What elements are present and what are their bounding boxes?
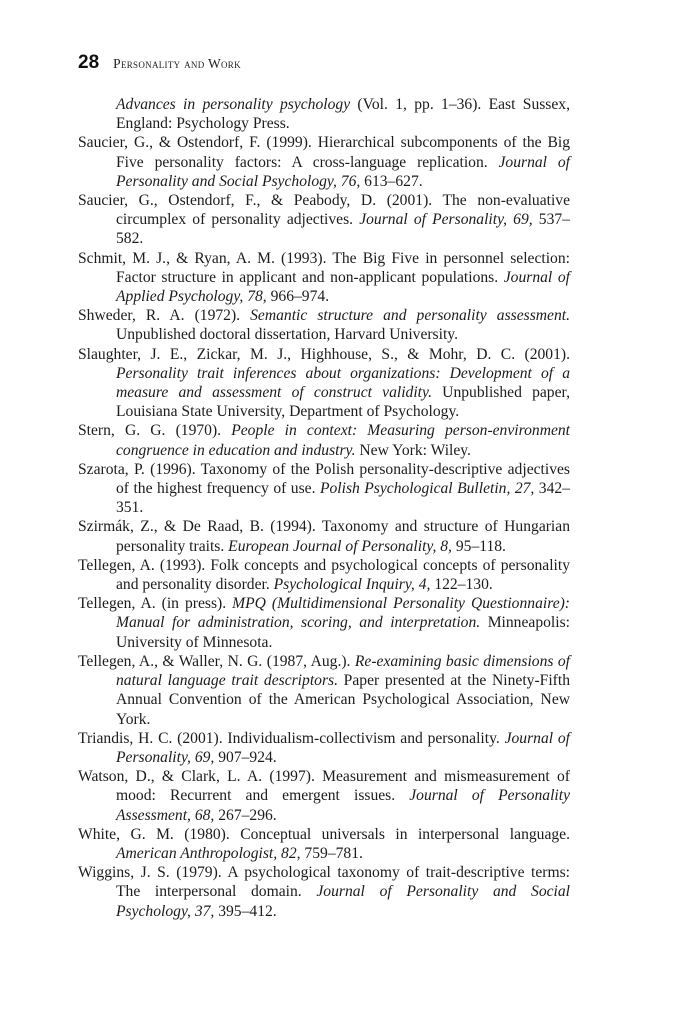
page-number: 28 (78, 52, 100, 73)
reference-entry: Saucier, G., Ostendorf, F., & Peabody, D. (2001). The non-evaluative circumplex of personality adjectives. Journal of Personality, 69, 537–582. (78, 192, 570, 248)
reference-entry: Tellegen, A. (in press). MPQ (Multidimensional Personality Questionnaire): Manual for administration, scoring, and interpretation. Minneapolis: University of Minnesota. (78, 595, 571, 651)
running-title: Personality and Work (113, 56, 241, 71)
reference-entry: Watson, D., & Clark, L. A. (1997). Measurement and mismeasurement of mood: Recurrent and emergent issues. Journal of Personality Assessment, 68, 267–296. (78, 768, 570, 824)
reference-entry: White, G. M. (1980). Conceptual universals in interpersonal language. American Anthropologist, 82, 759–781. (78, 825, 570, 862)
reference-entry: Saucier, G., & Ostendorf, F. (1999). Hierarchical subcomponents of the Big Five personality factors: A cross-language replication. Journal of Personality and Social Psychology, 76, 613–627. (78, 134, 570, 190)
reference-entry: Szirmák, Z., & De Raad, B. (1994). Taxonomy and structure of Hungarian personality traits. European Journal of Personality, 8, 95–118. (78, 518, 570, 555)
reference-entry: Wiggins, J. S. (1979). A psychological taxonomy of trait-descriptive terms: The interpersonal domain. Journal of Personality and Social Psychology, 37, 395–412. (78, 864, 571, 920)
reference-list (78, 95, 570, 921)
page-header (78, 52, 241, 74)
reference-entry: Tellegen, A., & Waller, N. G. (1987, Aug.). Re-examining basic dimensions of natural language trait descriptors. Paper presented at the Ninety-Fifth Annual Convention of the American Psychological Association, New York. (78, 652, 570, 728)
reference-entry: Shweder, R. A. (1972). Semantic structure and personality assessment. Unpublished doctoral dissertation, Harvard University. (78, 307, 570, 344)
reference-entry: Stern, G. G. (1970). People in context: Measuring person-environment congruence in education and industry. New York: Wiley. (78, 422, 571, 459)
reference-entry: Advances in personality psychology (Vol. 1, pp. 1–36). East Sussex, England: Psychology Press. (116, 96, 570, 133)
reference-entry: Szarota, P. (1996). Taxonomy of the Polish personality-descriptive adjectives of the highest frequency of use. Polish Psychological Bulletin, 27, 342–351. (78, 460, 570, 517)
reference-entry: Slaughter, J. E., Zickar, M. J., Highhouse, S., & Mohr, D. C. (2001). Personality trait inferences about organizations: Development of a measure and assessment of construct validity. Unpublished paper, Louisiana State University, Department of Psychology. (78, 345, 570, 421)
reference-entry: Schmit, M. J., & Ryan, A. M. (1993). The Big Five in personnel selection: Factor structure in applicant and non-applicant populations. Journal of Applied Psychology, 78, 966–974. (78, 249, 570, 306)
reference-entry: Tellegen, A. (1993). Folk concepts and psychological concepts of personality and personality disorder. Psychological Inquiry, 4, 122–130. (78, 556, 570, 594)
reference-entry: Triandis, H. C. (2001). Individualism-collectivism and personality. Journal of Personality, 69, 907–924. (78, 729, 570, 766)
